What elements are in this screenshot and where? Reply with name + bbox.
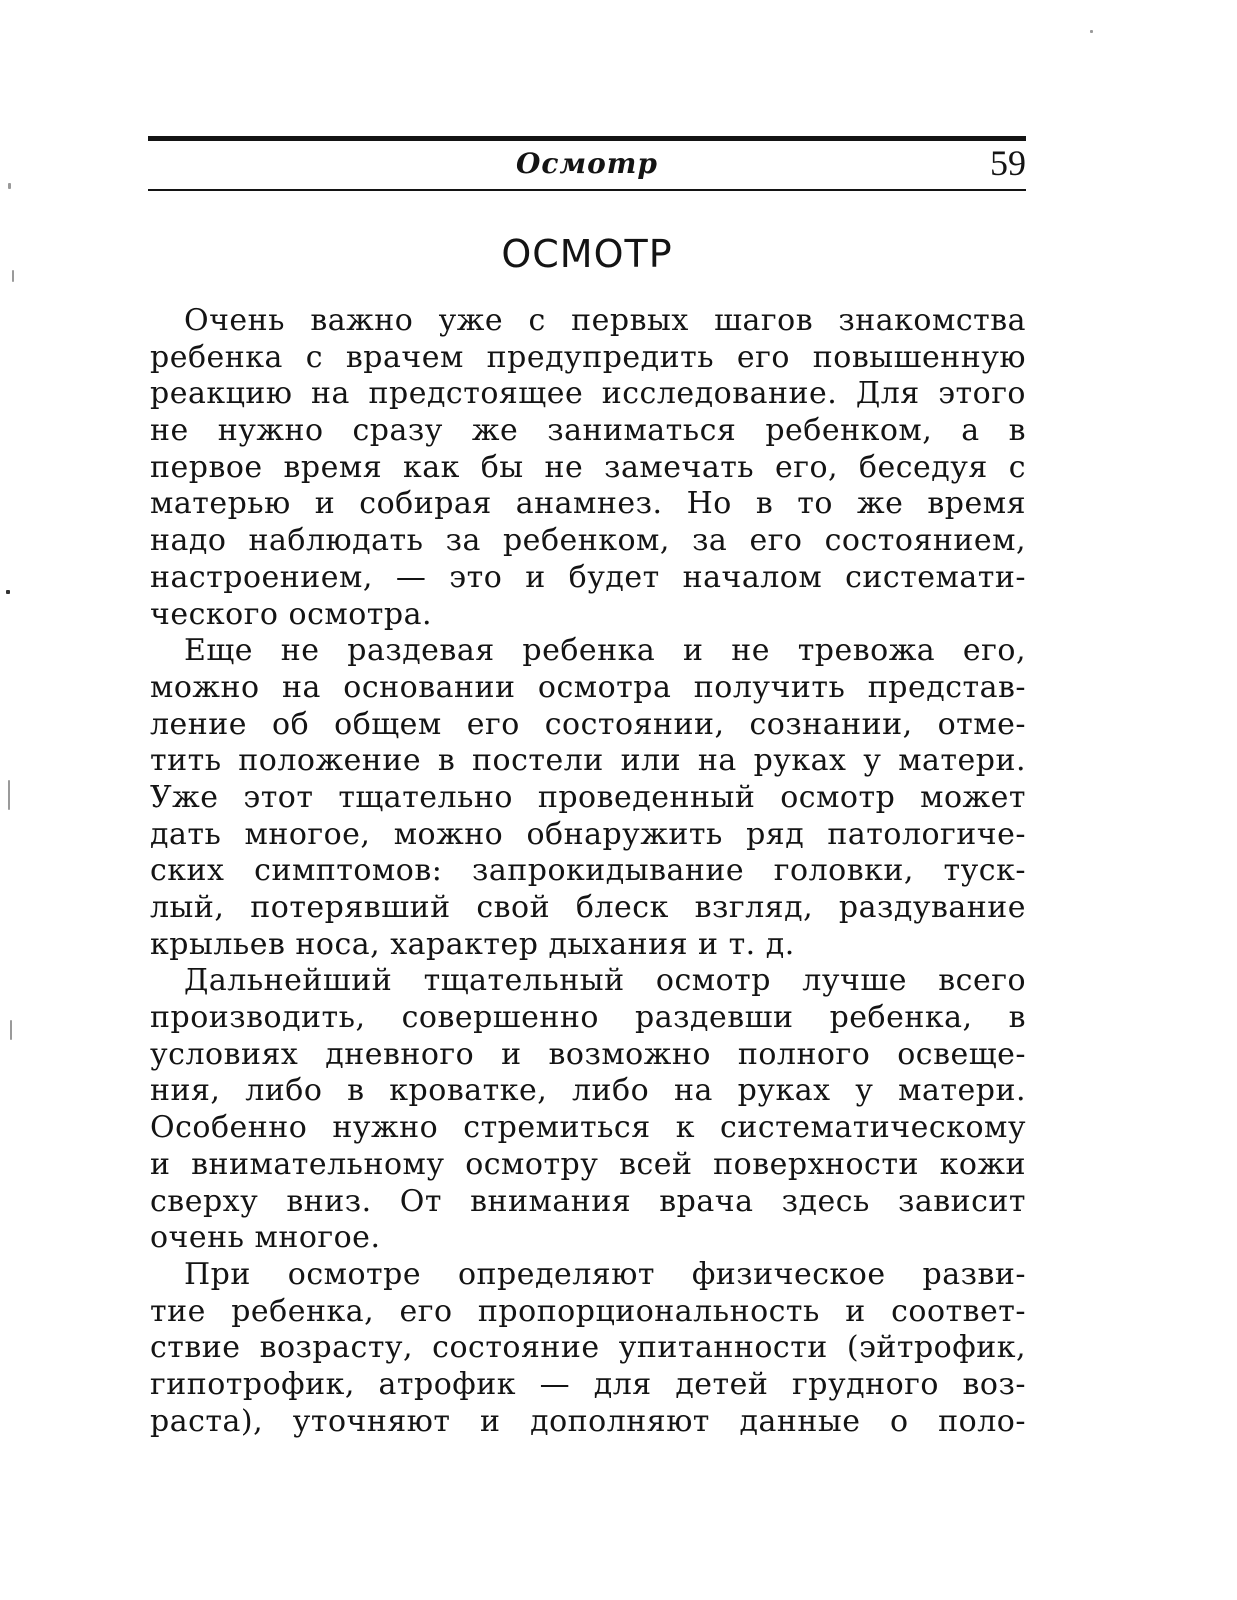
scan-speck xyxy=(10,1020,12,1040)
text-line: крыльев носа, характер дыхания и т. д. xyxy=(150,926,795,962)
text-line: ских симптомов: запрокидывание головки, туск- xyxy=(150,853,1026,889)
text-line: лый, потерявший свой блеск взгляд, раздувание xyxy=(150,890,1026,925)
scan-speck xyxy=(12,270,14,282)
chapter-title: ОСМОТР xyxy=(501,232,673,276)
page-number: 59 xyxy=(990,143,1026,183)
text-line: ребенка с врачем предупредить его повышенную xyxy=(150,339,1026,375)
scan-speck xyxy=(6,590,10,594)
text-line: первое время как бы не замечать его, беседуя с xyxy=(150,449,1026,485)
paragraph xyxy=(150,633,1026,963)
running-title: Осмотр xyxy=(516,147,658,180)
text-line: не нужно сразу же заниматься ребенком, а в xyxy=(150,413,1026,449)
text-line: ствие возрасту, состояние упитанности (эйтрофик, xyxy=(150,1330,1026,1366)
text-line: и внимательному осмотру всей поверхности кожи xyxy=(150,1146,1026,1182)
text-line: ческого осмотра. xyxy=(150,596,432,632)
text-line: надо наблюдать за ребенком, за его состоянием, xyxy=(150,523,1026,559)
scan-speck xyxy=(8,183,11,189)
scan-speck xyxy=(8,780,10,810)
text-line: ление об общем его состоянии, сознании, отме- xyxy=(150,706,1026,742)
text-line: матерью и собирая анамнез. Но в то же время xyxy=(150,486,1026,522)
scan-speck xyxy=(1090,30,1093,33)
text-line: ния, либо в кроватке, либо на руках у матери. xyxy=(150,1073,1026,1109)
body-text xyxy=(150,303,1026,1440)
text-line: гипотрофик, атрофик — для детей грудного воз- xyxy=(150,1366,1026,1402)
text-line: Еще не раздевая ребенка и не тревожа его, xyxy=(184,633,1026,669)
text-line: Особенно нужно стремиться к систематическому xyxy=(150,1110,1026,1146)
header-rule-top xyxy=(148,136,1026,141)
paragraph xyxy=(150,1257,1026,1440)
paragraph xyxy=(150,303,1026,633)
text-line: тие ребенка, его пропорциональность и соответ- xyxy=(150,1293,1026,1329)
paragraph xyxy=(150,963,1026,1257)
text-line: производить, совершенно раздевши ребенка, в xyxy=(150,1000,1026,1036)
text-line: тить положение в постели или на руках у матери. xyxy=(150,743,1026,779)
text-line: условиях дневного и возможно полного освеще- xyxy=(150,1036,1026,1072)
text-line: При осмотре определяют физическое разви- xyxy=(184,1256,1026,1292)
text-line: Очень важно уже с первых шагов знакомства xyxy=(184,303,1026,338)
text-line: раста), уточняют и дополняют данные о поло- xyxy=(150,1403,1026,1439)
text-line: дать многое, можно обнаружить ряд патологиче- xyxy=(150,816,1026,852)
text-line: настроением, — это и будет началом системати- xyxy=(150,559,1026,595)
header-rule-bottom xyxy=(148,189,1026,191)
text-line: Уже этот тщательно проведенный осмотр может xyxy=(150,779,1026,815)
text-line: очень многое. xyxy=(150,1220,381,1256)
text-line: можно на основании осмотра получить представ- xyxy=(150,669,1026,705)
text-line: Дальнейший тщательный осмотр лучше всего xyxy=(184,963,1026,999)
text-line: сверху вниз. От внимания врача здесь зависит xyxy=(150,1183,1026,1219)
text-line: реакцию на предстоящее исследование. Для этого xyxy=(150,376,1026,412)
